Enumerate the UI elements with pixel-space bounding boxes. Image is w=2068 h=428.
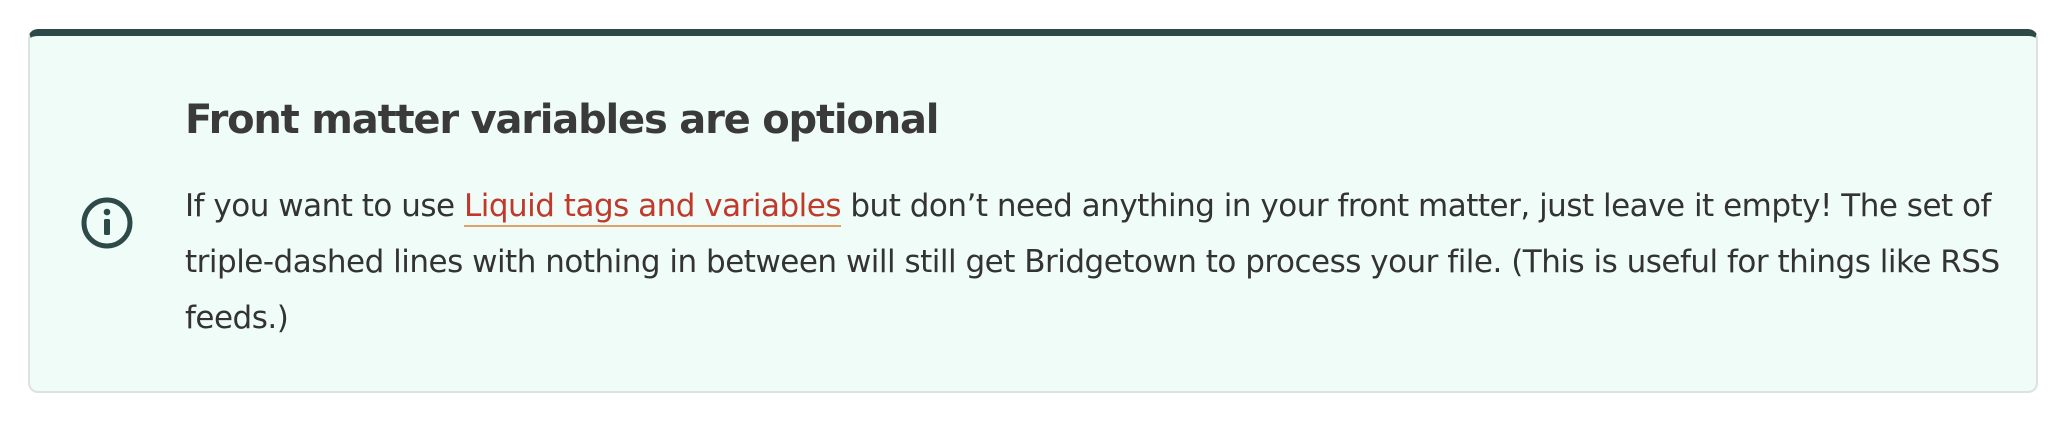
callout-content	[185, 92, 2015, 346]
info-circle-icon	[78, 194, 136, 252]
liquid-tags-link[interactable]: Liquid tags and variables	[464, 188, 841, 227]
callout-body-text-after: but don’t need anything in your front matter, just leave it empty! The set of triple-dashed lines with nothing in between will still get Bridgetown to process your file. (This is useful for things like RSS feeds.)	[185, 188, 2000, 336]
info-callout	[28, 29, 2038, 393]
callout-body-text-before: If you want to use	[185, 188, 464, 224]
callout-body	[185, 178, 2015, 346]
callout-title: Front matter variables are optional	[185, 97, 939, 143]
